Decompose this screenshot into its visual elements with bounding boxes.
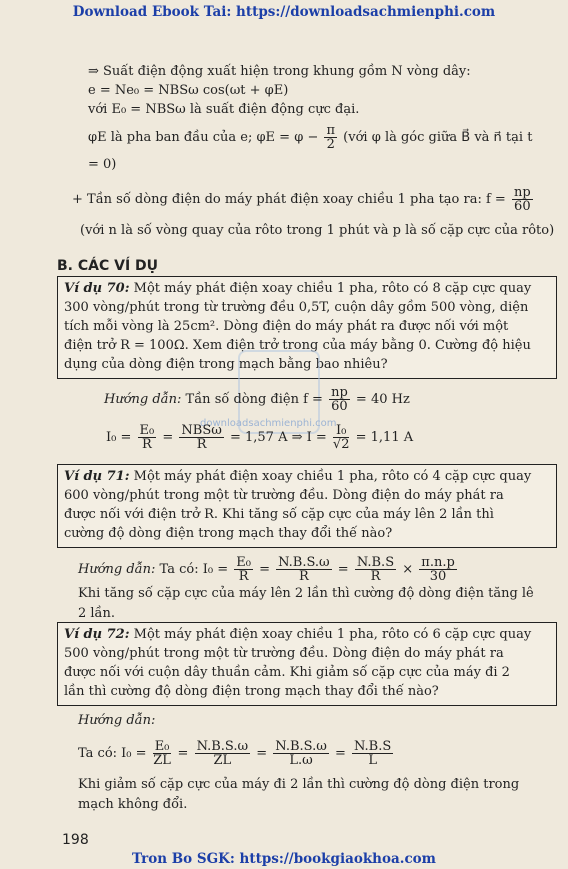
fraction-nbs-l: $\frac{N.B.S}{L}$ (354, 739, 392, 768)
ex70-i0: I₀ = (106, 430, 132, 445)
line-4b: (với φ là góc giữa B⃗ và n⃗ tại t (343, 130, 533, 145)
ex70-line-2: 300 vòng/phút trong từ trường đều 0,5T, cuộn dây gồm 500 vòng, diện (64, 300, 529, 315)
ex70-result-2: = 1,11 A (355, 430, 414, 445)
fraction-nbs-r (179, 424, 223, 451)
fraction-nbsw-zl (195, 740, 251, 767)
fraction-i0-sqrt2 (333, 424, 350, 451)
frac-den: 2 (326, 137, 335, 152)
ex71-title: Ví dụ 71: (64, 469, 130, 484)
ex72-line-4: lần thì cường độ dòng điện trong mạch thay đổi thế nào? (64, 684, 439, 699)
ex72-conc-2: mạch không đổi. (78, 797, 188, 812)
ex71-line-1 (64, 468, 531, 485)
frac-den: R (238, 569, 249, 584)
ex70-line-5: dụng của dòng điện trong mạch bằng bao nhiêu? (64, 357, 388, 372)
ex70-guide-result: = 40 Hz (355, 392, 410, 407)
bleed-through-text (500, 60, 560, 480)
ex70-guide-text: Tần số dòng điện f = (185, 392, 323, 407)
fraction-nbsw-lw (273, 740, 329, 767)
fraction-np-60 (512, 186, 533, 213)
line-6-text: + Tần số dòng điện do máy phát điện xoay chiều 1 pha tạo ra: f = (72, 192, 506, 207)
watermark-text: downloadsachmienphi.com (200, 418, 337, 429)
ex72-text-1: Một máy phát điện xoay chiều 1 pha, rôto có 6 cặp cực quay (133, 627, 532, 642)
line-3: với E₀ = NBSω là suất điện động cực đại. (88, 102, 360, 117)
ex71-line-4: cường độ dòng điện trong mạch thay đổi thế nào? (64, 526, 393, 541)
frac-num: E₀ (139, 423, 155, 438)
ex72-guide-label: Hướng dẫn: (78, 713, 156, 728)
fraction-np-60 (329, 386, 350, 413)
fraction-e0-r (234, 556, 253, 583)
ex71-line-3: được nối với điện trở R. Khi tăng số cặp cực của máy lên 2 lần thì (64, 507, 494, 522)
frac-den: L.ω (289, 753, 313, 768)
frac-num: N.B.S.ω (196, 739, 249, 754)
ex70-line-3: tích mỗi vòng là 25cm². Dòng điện do máy phát ra được nối với một (64, 319, 509, 334)
footer-link[interactable]: Tron Bo SGK: https://bookgiaokhoa.com (132, 851, 436, 867)
ex72-guide-1: Ta có: I₀ = $\frac{\text{E₀}}{ZL}$ = $\frac{N.B.S.\omega}{ZL}$ = $\frac{N.B.S.\omega}{L.\omega}$ = $\frac{N.B.S}{L}$ (78, 739, 392, 768)
fraction-pi-2 (324, 124, 337, 151)
frac-den: R (298, 569, 309, 584)
ex70-guide-2: I₀ = $\frac{\text{E₀}}{R}$ = $\frac{\text{NBSω}}{R}$ = 1,57 A ⇒ I = $\frac{\text{I₀}}{√2}$ = 1,11 A (106, 423, 414, 452)
frac-den: 30 (429, 569, 447, 584)
line-1: ⇒ Suất điện động xuất hiện trong khung gồm N vòng dây: (88, 64, 471, 79)
ex70-result-1: = 1,57 A ⇒ I = (229, 430, 327, 445)
ex70-line-4: điện trở R = 100Ω. Xem điện trở trong của máy bằng 0. Cường độ hiệu (64, 338, 531, 353)
frac-den: 60 (514, 199, 531, 214)
ex72-guide-text: Ta có: I₀ = (78, 746, 147, 761)
frac-num: E₀ (236, 555, 251, 570)
fraction-e0-r (138, 424, 157, 451)
frac-den: 60 (331, 399, 348, 414)
ex71-conc-2: 2 lần. (78, 606, 116, 621)
ex70-line-1 (64, 280, 531, 297)
frac-num: E₀ (154, 739, 170, 754)
ex71-guide-label: Hướng dẫn: (78, 562, 156, 577)
frac-den: ZL (213, 753, 232, 768)
ex70-text-1: Một máy phát điện xoay chiều 1 pha, rôto có 8 cặp cực quay (133, 281, 532, 296)
frac-num: I₀ (333, 424, 350, 438)
fraction-e0-zl (153, 740, 172, 767)
ex72-conc-1: Khi giảm số cặp cực của máy đi 2 lần thì cường độ dòng điện trong (78, 777, 520, 792)
frac-num: NBSω (181, 423, 222, 438)
frac-num: N.B.S.ω (278, 555, 330, 570)
line-4 (88, 124, 532, 151)
ex72-line-2: 500 vòng/phút trong một từ trường đều. Dòng điện do máy phát ra (64, 646, 504, 661)
ex71-conc-1: Khi tăng số cặp cực của máy lên 2 lần thì cường độ dòng điện tăng lê (78, 586, 534, 601)
ex71-guide-text: Ta có: I₀ = (159, 562, 229, 577)
ex72-title: Ví dụ 72: (64, 627, 130, 642)
ex71-text-1: Một máy phát điện xoay chiều 1 pha, rôto có 4 cặp cực quay (133, 469, 532, 484)
fraction-nbs-r (355, 556, 396, 583)
frac-num: π.n.p (421, 555, 455, 570)
frac-num: N.B.S.ω (275, 739, 327, 754)
frac-den: ZL (153, 753, 171, 768)
ex70-guide-label: Hướng dẫn: (104, 392, 182, 407)
frac-num: np (513, 185, 531, 200)
frac-num: π (326, 123, 336, 138)
ex72-line-3: được nối với cuộn dây thuần cảm. Khi giảm số cặp cực của máy đi 2 (64, 665, 510, 680)
header-link[interactable]: Download Ebook Tai: https://downloadsachmienphi.com (72, 4, 496, 20)
frac-num: np (331, 385, 348, 400)
fraction-pnp-30 (419, 556, 457, 583)
frac-den: R (141, 437, 152, 452)
line-5: = 0) (88, 157, 117, 172)
ex71-line-2: 600 vòng/phút trong một từ trường đều. Dòng điện do máy phát ra (64, 488, 504, 503)
ex70-title: Ví dụ 70: (64, 281, 130, 296)
line-7: (với n là số vòng quay của rôto trong 1 phút và p là số cặp cực của rôto) (80, 223, 555, 238)
frac-den: √2 (332, 437, 350, 452)
frac-num: N.B.S (354, 739, 392, 754)
line-6 (72, 186, 535, 213)
frac-den: R (196, 437, 207, 452)
line-4a: φE là pha ban đầu của e; φE = φ − (88, 130, 319, 145)
ex70-guide-1 (104, 386, 410, 413)
line-2: e = Ne₀ = NBSω cos(ωt + φE) (88, 83, 289, 98)
page-number: 198 (62, 832, 89, 848)
section-title: B. CÁC VÍ DỤ (57, 258, 159, 274)
ex72-line-1 (64, 626, 531, 643)
frac-num: N.B.S (356, 555, 395, 570)
fraction-nbsw-r (276, 556, 332, 583)
frac-den: R (370, 569, 381, 584)
ex71-guide-1: Hướng dẫn: Ta có: I₀ = $\frac{\text{E₀}}{R}$ = $\frac{N.B.S.\omega}{R}$ = $\frac{N.B.S}{R}$ × $\frac{\pi.n.p}{30}$ (78, 555, 455, 584)
